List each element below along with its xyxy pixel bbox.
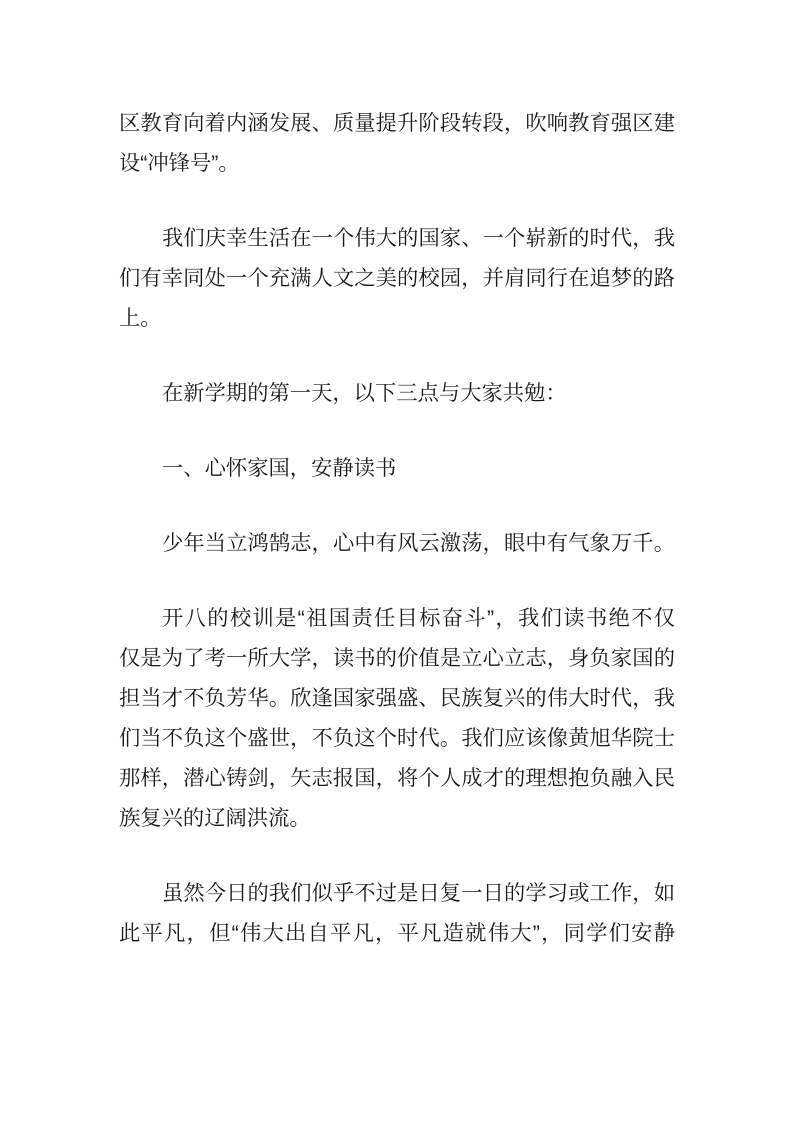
paragraph (119, 218, 675, 338)
text-line: 少年当立鸿鹄志，心中有风云激荡，眼中有气象万千。 (162, 531, 675, 555)
text-line: 开八的校训是“祖国责任目标奋斗”，我们读书绝不仅 (162, 606, 675, 630)
text-line: 们当不负这个盛世，不负这个时代。我们应该像黄旭华院士 (119, 726, 675, 750)
text-line: 上。 (119, 306, 162, 330)
text-line: 那样，潜心铸剑，矢志报国，将个人成才的理想抱负融入民 (119, 766, 675, 790)
text-line: 区教育向着内涵发展、质量提升阶段转段，吹响教育强区建 (119, 111, 675, 135)
text-line: 此平凡，但“伟大出自平凡，平凡造就伟大”，同学们安静 (119, 921, 675, 945)
document-body (119, 103, 675, 953)
text-line: 在新学期的第一天，以下三点与大家共勉： (162, 381, 567, 405)
text-line: 族复兴的辽阔洪流。 (119, 806, 311, 830)
text-line: 们有幸同处一个充满人文之美的校园，并肩同行在追梦的路 (119, 266, 675, 290)
paragraph (119, 523, 675, 563)
paragraph (119, 373, 675, 413)
text-line: 担当才不负芳华。欣逢国家强盛、民族复兴的伟大时代，我 (119, 686, 675, 710)
text-line: 我们庆幸生活在一个伟大的国家、一个崭新的时代，我 (162, 226, 675, 250)
paragraph (119, 598, 675, 838)
text-line: 仅是为了考一所大学，读书的价值是立心立志，身负家国的 (119, 646, 675, 670)
text-line: 设“冲锋号”。 (119, 151, 240, 175)
text-line: 一、心怀家国，安静读书 (162, 456, 397, 480)
paragraph (119, 448, 675, 488)
paragraph (119, 103, 675, 183)
text-line: 虽然今日的我们似乎不过是日复一日的学习或工作，如 (162, 881, 675, 905)
paragraph (119, 873, 675, 953)
